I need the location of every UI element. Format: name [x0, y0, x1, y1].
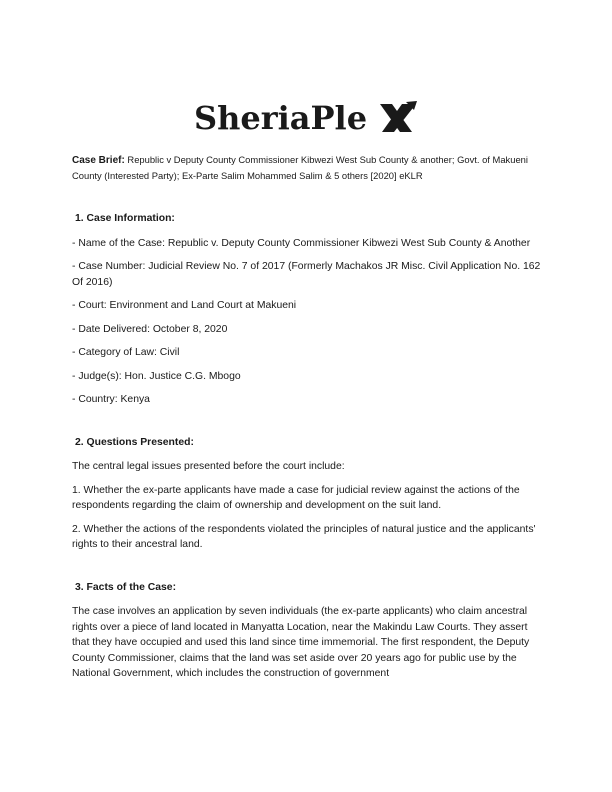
info-item: - Country: Kenya [72, 394, 150, 405]
question-item: 2. Whether the actions of the respondents violated the principles of natural justice and the applicants' rights to their ancestral land. [72, 523, 536, 550]
spacer [72, 416, 542, 435]
section-title-case-info: 1. Case Information: [75, 213, 175, 224]
info-item: - Date Delivered: October 8, 2020 [72, 323, 228, 335]
questions-intro: The central legal issues presented before the court include: [72, 461, 345, 472]
section-title-questions: 2. Questions Presented: [75, 436, 194, 448]
info-item: - Court: Environment and Land Court at Makueni [72, 300, 297, 311]
section-title-facts: 3. Facts of the Case: [75, 581, 177, 593]
spacer [72, 561, 542, 580]
info-item: - Category of Law: Civil [72, 347, 180, 358]
logo-wordmark: SheriaPle [194, 99, 368, 137]
case-brief-label: Case Brief: [72, 155, 125, 166]
case-brief [72, 153, 542, 183]
info-item: - Case Number: Judicial Review No. 7 of 2017 (Formerly Machakos JR Misc. Civil Application No. 162 Of 2016) [72, 261, 541, 288]
facts-paragraph: The case involves an application by seven individuals (the ex-parte applicants) who claim ancestral rights over a piece of land located in Manyatta Location, near the Makindu Law Courts. They assert that they have occupied and used this land since time immemorial. The first respondent, the Deputy County Commissioner, claims that the land was set aside over 20 years ago for public use by the National Government, which includes the construction of government [72, 606, 530, 679]
case-brief-text: Republic v Deputy County Commissioner Kibwezi West Sub County & another; Govt. of Makueni County (Interested Party); Ex-Parte Salim Mohammed Salim & 5 others [2020] eKLR [72, 154, 528, 181]
document-body [72, 153, 542, 690]
info-item: - Name of the Case: Republic v. Deputy County Commissioner Kibwezi West Sub County & Another [72, 237, 531, 249]
info-item: - Judge(s): Hon. Justice C.G. Mbogo [72, 370, 241, 382]
sheriaplex-logo [190, 96, 422, 146]
question-item: 1. Whether the ex-parte applicants have made a case for judicial review against the actions of the respondents regarding the claim of ownership and development on the suit land. [72, 484, 520, 511]
logo-x-icon [376, 100, 418, 136]
